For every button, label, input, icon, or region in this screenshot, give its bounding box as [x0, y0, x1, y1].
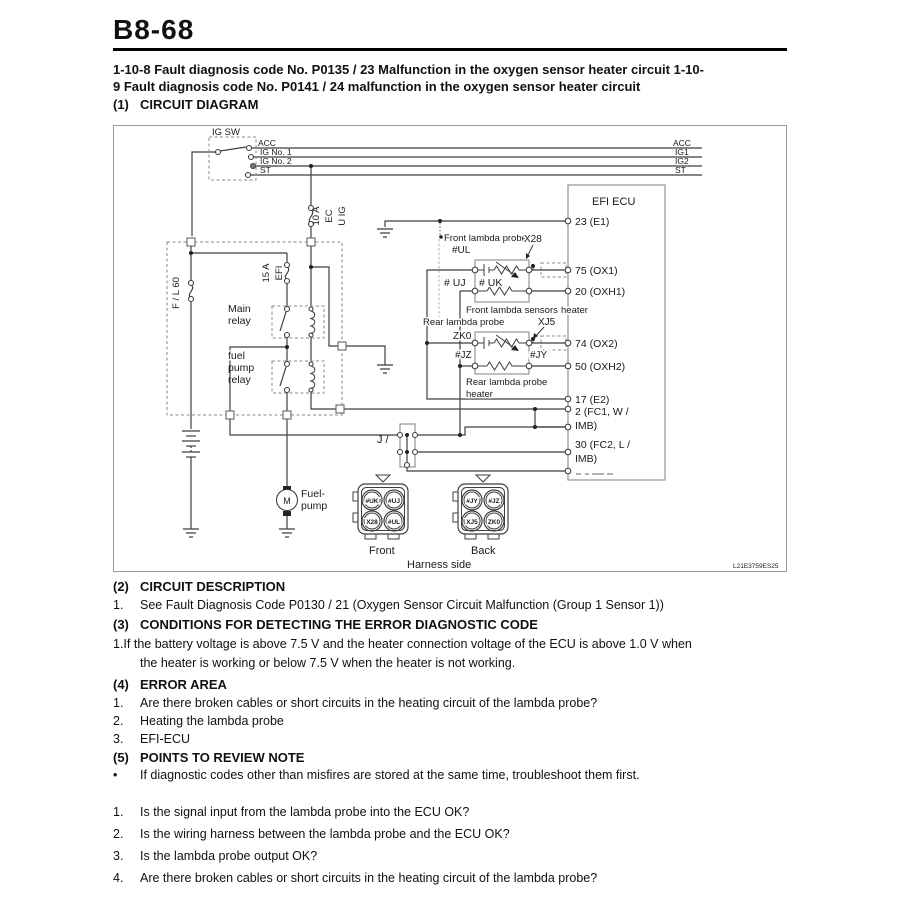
pin-x28: X28	[366, 519, 378, 526]
item-text: Are there broken cables or short circuits in the heating circuit of the lambda probe?	[140, 696, 598, 710]
fuse-ecuig-label-b: U IG	[337, 206, 348, 226]
section1-num: (1)	[113, 97, 129, 112]
harness-side-label: Harness side	[407, 559, 472, 571]
section2-title: CIRCUIT DESCRIPTION	[140, 579, 286, 594]
rear-heater-label-b: heater	[466, 389, 493, 400]
jz-label: #JZ	[455, 350, 472, 361]
header-rule	[113, 48, 787, 51]
motor-m-label: M	[283, 496, 291, 506]
fuel-pump-label-1: Fuel-	[301, 488, 325, 500]
terminal-23-e1: 23 (E1)	[575, 216, 610, 228]
x28-label: X28	[524, 234, 542, 245]
terminal-17-e2: 17 (E2)	[575, 394, 610, 406]
item-num: 1.	[113, 805, 124, 819]
uk-label: # UK	[479, 277, 503, 289]
pin-xj5: XJ5	[466, 519, 478, 526]
title-line-2: 9 Fault diagnosis code No. P0141 / 24 malfunction in the oxygen sensor heater circuit	[113, 79, 641, 94]
fp-relay-label-3: relay	[228, 374, 251, 386]
terminal-30-fc2-cont: IMB)	[575, 453, 598, 465]
terminal-30-fc2: 30 (FC2, L /	[575, 439, 631, 451]
st-right-label: ST	[675, 165, 686, 175]
page-code: B8-68	[113, 14, 195, 45]
title-line-1: 1-10-8 Fault diagnosis code No. P0135 / 23 Malfunction in the oxygen sensor heater circuit 1-10-	[113, 62, 704, 77]
zk0-label: ZK0	[453, 331, 472, 342]
fp-relay-label-1: fuel	[228, 350, 245, 362]
pin-uj: #UJ	[388, 498, 400, 505]
section3-num: (3)	[113, 617, 129, 632]
item-num: 3.	[113, 732, 124, 746]
rear-heater-label-a: Rear lambda probe	[466, 377, 548, 388]
diagram-border	[114, 126, 787, 572]
section4-heading	[113, 677, 227, 692]
question-item	[113, 871, 597, 885]
connector-back-label: Back	[471, 545, 496, 557]
item-text: EFI-ECU	[140, 732, 190, 746]
pin-jy: #JY	[466, 498, 478, 505]
jy-label: #JY	[530, 350, 548, 361]
bullet-icon: •	[113, 768, 118, 782]
section4-item	[113, 714, 284, 728]
item-text: See Fault Diagnosis Code P0130 / 21 (Oxygen Sensor Circuit Malfunction (Group 1 Sensor 1))	[140, 598, 664, 612]
question-item	[113, 805, 469, 819]
rear-probe-label: Rear lambda probe	[423, 317, 505, 328]
fuse-15a-label: 15 A	[261, 263, 272, 283]
circuit-diagram	[113, 125, 787, 572]
section4-title: ERROR AREA	[140, 677, 227, 692]
front-probe-label: Front lambda probe	[444, 233, 527, 244]
efi-ecu-label: EFI ECU	[592, 196, 636, 208]
fuse-ecuig-label-a: EC	[324, 209, 335, 223]
fp-relay-label-2: pump	[228, 362, 255, 374]
item-num: 4.	[113, 871, 124, 885]
item-num: 1.	[113, 598, 124, 612]
item-text: Heating the lambda probe	[140, 714, 284, 728]
main-relay-label-2: relay	[228, 315, 251, 327]
fl60-label: F / L 60	[171, 277, 182, 309]
terminal-2-fc1-cont: IMB)	[575, 420, 598, 432]
ig1-right-label: IG1	[675, 147, 689, 157]
section2-num: (2)	[113, 579, 129, 594]
terminal-20-oxh1: 20 (OXH1)	[575, 286, 626, 298]
fuse-efi-label: EFI	[274, 265, 285, 281]
item-text: Are there broken cables or short circuits in the heating circuit of the lambda probe?	[140, 871, 598, 885]
ul-label: #UL	[452, 245, 471, 256]
terminal-74-ox2: 74 (OX2)	[575, 338, 618, 350]
item-num: 1.	[113, 696, 124, 710]
item-num: 2.	[113, 827, 124, 841]
section2-item	[113, 598, 664, 612]
figure-code: L21E3759ES25	[733, 563, 779, 570]
terminal-50-oxh2: 50 (OXH2)	[575, 361, 626, 373]
ig-sw-pivot	[216, 150, 221, 155]
pin-ul: #UL	[387, 519, 401, 526]
main-relay-label-1: Main	[228, 303, 251, 315]
section3-body-line1: 1.If the battery voltage is above 7.5 V and the heater connection voltage of the ECU is above 1.0 V when	[113, 637, 692, 651]
pin-jz: #JZ	[488, 498, 500, 505]
st-left-label: ST	[260, 165, 271, 175]
section3-heading	[113, 617, 538, 632]
section1-heading	[113, 97, 258, 112]
item-num: 2.	[113, 714, 124, 728]
item-text: Is the signal input from the lambda probe into the ECU OK?	[140, 805, 470, 819]
connector-front-label: Front	[369, 545, 395, 557]
section4-item	[113, 732, 190, 746]
fuel-pump-label-2: pump	[301, 500, 328, 512]
item-text: Is the lambda probe output OK?	[140, 849, 318, 863]
question-item	[113, 827, 510, 841]
uj-label: # UJ	[444, 277, 466, 289]
section5-bullet-item	[113, 768, 640, 782]
section5-title: POINTS TO REVIEW NOTE	[140, 750, 305, 765]
acc-right-label: ACC	[673, 138, 691, 148]
section5-num: (5)	[113, 750, 129, 765]
acc-left-label: ACC	[258, 138, 276, 148]
terminal-75-ox1: 75 (OX1)	[575, 265, 618, 277]
section3-title: CONDITIONS FOR DETECTING THE ERROR DIAGNOSTIC CODE	[140, 617, 538, 632]
item-num: 3.	[113, 849, 124, 863]
ig-no2-label: IG No. 2	[260, 156, 292, 166]
item-text: Is the wiring harness between the lambda probe and the ECU OK?	[140, 827, 510, 841]
section5-heading	[113, 750, 304, 765]
junction-label: J /	[377, 434, 389, 446]
section2-heading	[113, 579, 285, 594]
xj5-label: XJ5	[538, 317, 556, 328]
question-item	[113, 849, 317, 863]
pin-zk0: ZK0	[487, 519, 501, 526]
section3-body-line2: the heater is working or below 7.5 V when the heater is not working.	[140, 656, 516, 670]
ig-no1-label: IG No. 1	[260, 147, 292, 157]
front-heater-label-a: Front lambda sensors	[466, 305, 558, 316]
ig2-right-label: IG2	[675, 156, 689, 166]
section1-title: CIRCUIT DIAGRAM	[140, 97, 259, 112]
pin-uk: #UK	[365, 498, 379, 505]
terminal-2-fc1: 2 (FC1, W /	[575, 406, 629, 418]
section4-item	[113, 696, 597, 710]
front-heater-label-b: heater	[561, 305, 588, 316]
bullet-text: If diagnostic codes other than misfires are stored at the same time, troubleshoot them first.	[140, 768, 640, 782]
ig-sw-label: IG SW	[212, 127, 240, 138]
section4-num: (4)	[113, 677, 129, 692]
fuse-10a-label: 10 A	[311, 206, 322, 226]
